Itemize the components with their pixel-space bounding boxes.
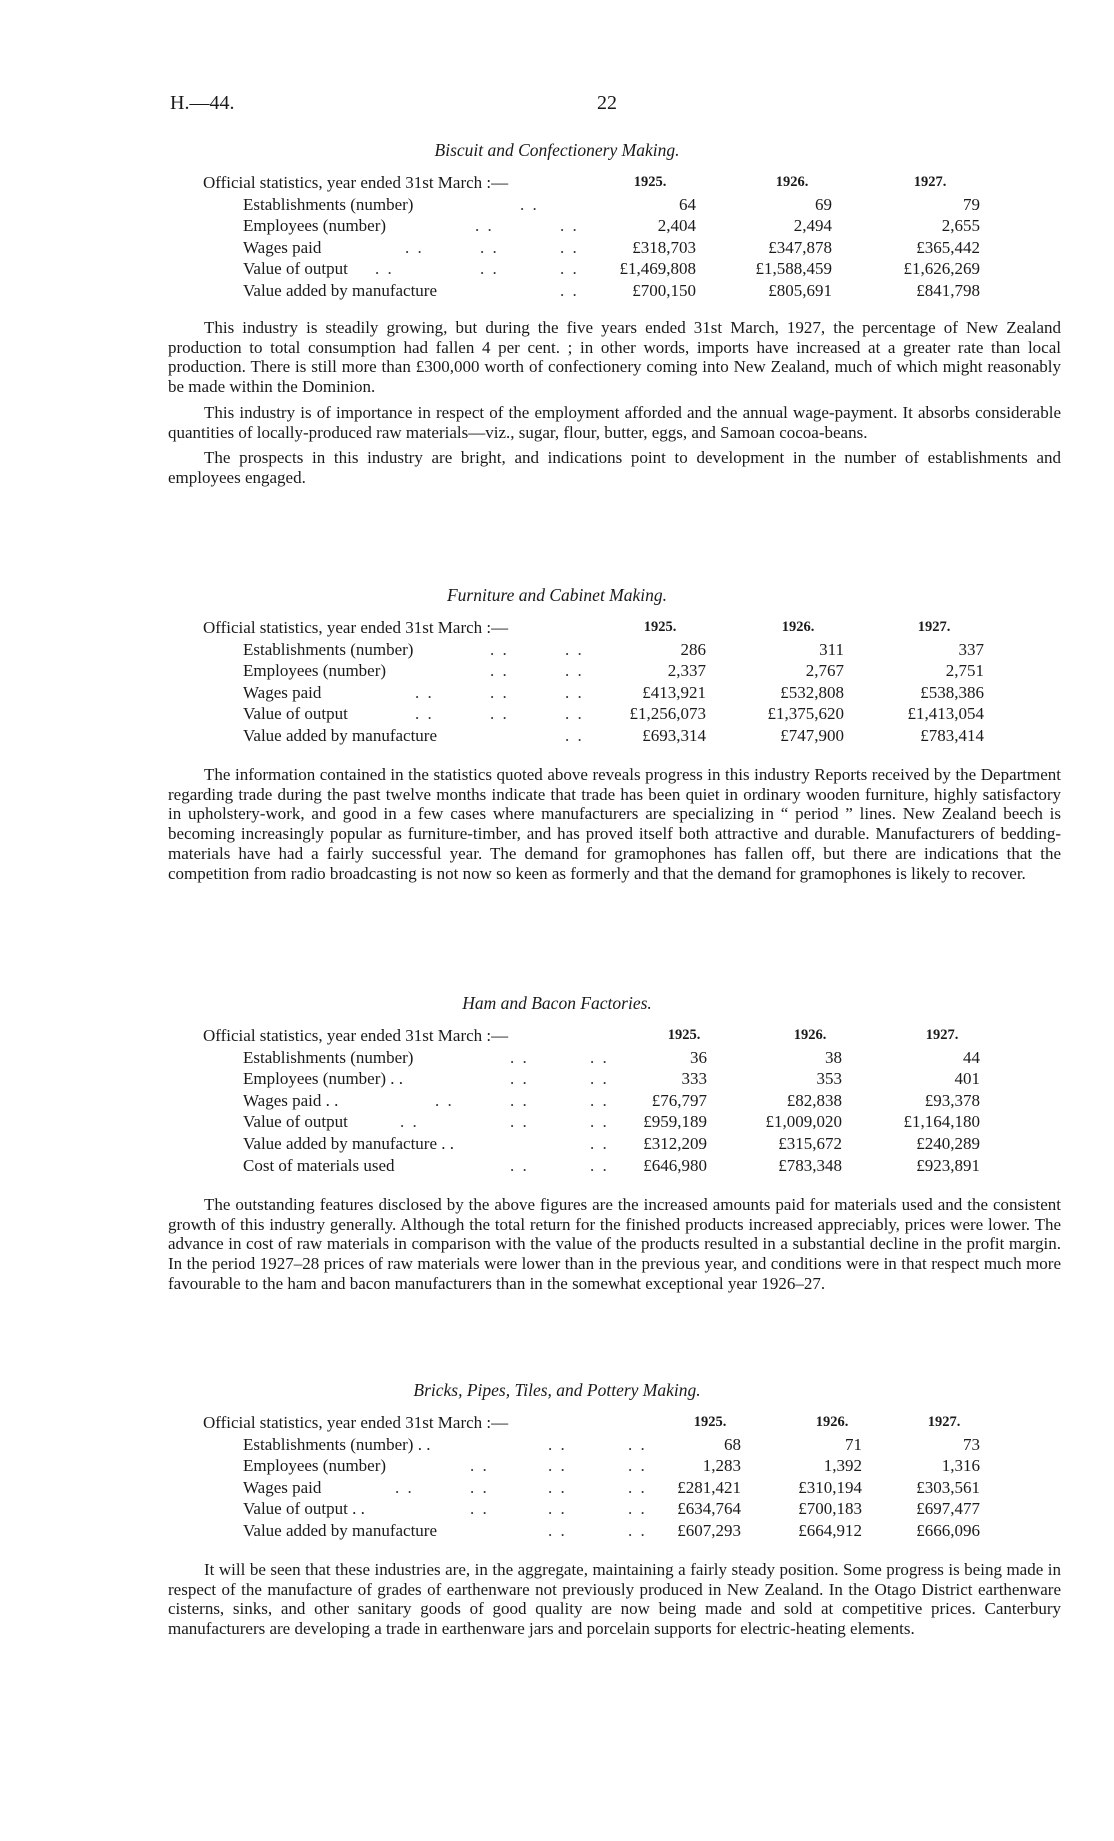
value-cell: £312,209	[643, 1133, 707, 1153]
leader-dots: . .	[490, 661, 509, 681]
value-cell: £76,797	[651, 1090, 707, 1110]
leader-dots: . .	[470, 1456, 489, 1476]
row-label: Value added by manufacture . .	[243, 1133, 454, 1153]
leader-dots: . .	[405, 237, 424, 257]
leader-dots: . .	[628, 1434, 647, 1454]
leader-dots: . .	[520, 194, 539, 214]
value-cell: £747,900	[780, 725, 844, 745]
leader-dots: . .	[395, 1477, 414, 1497]
row-label: Value added by manufacture	[243, 725, 437, 745]
row-label: Establishments (number)	[243, 1047, 414, 1067]
stats-lead-in: Official statistics, year ended 31st March :—	[203, 173, 509, 192]
leader-dots: . .	[628, 1477, 647, 1497]
table-row	[0, 639, 1114, 661]
value-cell: 44	[963, 1047, 980, 1067]
value-cell: 353	[816, 1069, 842, 1089]
year-header: 1927.	[927, 1414, 961, 1430]
table-row	[0, 280, 1114, 302]
value-cell: £666,096	[916, 1520, 980, 1540]
value-cell: 333	[681, 1069, 707, 1089]
leader-dots: . .	[560, 280, 579, 300]
value-cell: £634,764	[677, 1499, 741, 1519]
year-header: 1927.	[913, 174, 947, 190]
table-row	[0, 194, 1114, 216]
leader-dots: . .	[400, 1112, 419, 1132]
year-header: 1925.	[667, 1027, 701, 1043]
paragraph: This industry is of importance in respect of the employment afforded and the annual wage-payment. It absorbs considerable quantities of locally-produced raw materials—viz., sugar, flour, butter, eggs, and Samoan cocoa-beans.	[168, 402, 1061, 442]
leader-dots: . .	[590, 1090, 609, 1110]
leader-dots: . .	[510, 1047, 529, 1067]
row-label: Establishments (number) . .	[243, 1434, 431, 1454]
value-cell: £538,386	[920, 682, 984, 702]
leader-dots: . .	[548, 1477, 567, 1497]
stats-header-row	[0, 172, 1114, 194]
value-cell: 286	[680, 639, 706, 659]
leader-dots: . .	[590, 1155, 609, 1175]
year-header: 1926.	[793, 1027, 827, 1043]
leader-dots: . .	[470, 1477, 489, 1497]
table-row	[0, 1133, 1114, 1155]
section-text-bricks	[168, 1560, 1061, 1645]
leader-dots: . .	[590, 1112, 609, 1132]
row-label: Wages paid . .	[243, 1090, 339, 1110]
value-cell: £82,838	[786, 1090, 842, 1110]
page-number: 22	[597, 92, 617, 114]
table-row	[0, 1155, 1114, 1177]
value-cell: £664,912	[798, 1520, 862, 1540]
value-cell: £532,808	[780, 682, 844, 702]
stats-table-ham-bacon	[0, 1025, 1114, 1176]
value-cell: 1,392	[823, 1456, 862, 1476]
value-cell: £693,314	[642, 725, 706, 745]
value-cell: £1,375,620	[767, 704, 844, 724]
value-cell: £783,414	[920, 725, 984, 745]
section-text-furniture	[168, 765, 1061, 889]
value-cell: £315,672	[778, 1133, 842, 1153]
leader-dots: . .	[435, 1090, 454, 1110]
stats-lead-in: Official statistics, year ended 31st March :—	[203, 618, 509, 637]
value-cell: 2,337	[667, 661, 706, 681]
table-row	[0, 660, 1114, 682]
leader-dots: . .	[590, 1047, 609, 1067]
table-row	[0, 1520, 1114, 1542]
value-cell: £805,691	[768, 280, 832, 300]
leader-dots: . .	[475, 216, 494, 236]
stats-table-furniture	[0, 617, 1114, 747]
value-cell: £240,289	[916, 1133, 980, 1153]
value-cell: 401	[954, 1069, 980, 1089]
table-row	[0, 1047, 1114, 1069]
leader-dots: . .	[565, 639, 584, 659]
value-cell: £607,293	[677, 1520, 741, 1540]
leader-dots: . .	[490, 639, 509, 659]
stats-header-row	[0, 1025, 1114, 1047]
leader-dots: . .	[510, 1112, 529, 1132]
leader-dots: . .	[565, 704, 584, 724]
leader-dots: . .	[480, 237, 499, 257]
value-cell: 1,316	[941, 1456, 980, 1476]
leader-dots: . .	[548, 1520, 567, 1540]
stats-table-biscuit	[0, 172, 1114, 302]
row-label: Value of output	[243, 704, 348, 724]
leader-dots: . .	[490, 682, 509, 702]
leader-dots: . .	[510, 1069, 529, 1089]
value-cell: £700,150	[632, 280, 696, 300]
value-cell: £1,164,180	[903, 1112, 980, 1132]
leader-dots: . .	[548, 1456, 567, 1476]
value-cell: £959,189	[643, 1112, 707, 1132]
value-cell: 79	[963, 194, 980, 214]
value-cell: £1,469,808	[619, 259, 696, 279]
value-cell: 2,751	[945, 661, 984, 681]
value-cell: £1,413,054	[907, 704, 984, 724]
value-cell: £646,980	[643, 1155, 707, 1175]
value-cell: 71	[845, 1434, 862, 1454]
paragraph: The information contained in the statistics quoted above reveals progress in this industry Reports received by the Department regarding trade during the past twelve months indicate that trade has been quiet in ordinary wooden furniture, highly satisfactory in upholstery-work, and good in a few cases where manufacturers are specializing in “ period ” lines. New Zealand beech is becoming increasingly popular as furniture-timber, and has proved itself both attractive and durable. Manufacturers of bedding-materials have had a fairly successful year. The demand for gramophones has fallen off, but there are indications that the competition from radio broadcasting is not now so keen as formerly and that the demand for gramophones is likely to recover.	[168, 765, 1061, 883]
value-cell: 36	[690, 1047, 707, 1067]
table-row	[0, 237, 1114, 259]
value-cell: £783,348	[778, 1155, 842, 1175]
row-label: Cost of materials used	[243, 1155, 395, 1175]
leader-dots: . .	[565, 682, 584, 702]
row-label: Establishments (number)	[243, 194, 414, 214]
value-cell: 64	[679, 194, 696, 214]
value-cell: 2,494	[793, 216, 832, 236]
section-title-ham-bacon: Ham and Bacon Factories.	[462, 993, 652, 1013]
row-label: Employees (number)	[243, 661, 387, 681]
leader-dots: . .	[480, 259, 499, 279]
row-label: Value added by manufacture	[243, 1520, 437, 1540]
row-label: Wages paid	[243, 682, 322, 702]
year-header: 1925.	[643, 619, 677, 635]
value-cell: 2,655	[941, 216, 980, 236]
section-text-ham-bacon	[168, 1195, 1061, 1300]
paragraph: It will be seen that these industries are, in the aggregate, maintaining a fairly steady position. Some progress is being made in respect of the manufacture of grades of earthenware not previously produced in New Zealand. In the Otago District earthenware cisterns, sinks, and other sanitary goods of good quality are now being made and sold at competitive prices. Canterbury manufacturers are developing a trade in earthenware jars and porcelain supports for electric-heating elements.	[168, 1560, 1061, 1639]
row-label: Value of output . .	[243, 1499, 365, 1519]
value-cell: 2,404	[657, 216, 696, 236]
section-title-bricks: Bricks, Pipes, Tiles, and Pottery Making.	[413, 1380, 701, 1400]
leader-dots: . .	[415, 682, 434, 702]
value-cell: £1,256,073	[629, 704, 706, 724]
value-cell: 69	[815, 194, 832, 214]
value-cell: £347,878	[768, 237, 832, 257]
value-cell: 73	[963, 1434, 980, 1454]
year-header: 1925.	[693, 1414, 727, 1430]
value-cell: £697,477	[916, 1499, 980, 1519]
value-cell: £310,194	[798, 1477, 862, 1497]
paragraph: This industry is steadily growing, but during the five years ended 31st March, 1927, the percentage of New Zealand production to total consumption had fallen 4 per cent. ; in other words, imports have increased at a greater rate than local production. There is still more than £300,000 worth of confectionery coming into New Zealand, much of which might reasonably be made within the Dominion.	[168, 318, 1061, 397]
value-cell: £923,891	[916, 1155, 980, 1175]
leader-dots: . .	[565, 725, 584, 745]
document-code: H.—44.	[170, 92, 235, 114]
leader-dots: . .	[560, 237, 579, 257]
section-title-furniture: Furniture and Cabinet Making.	[446, 585, 668, 605]
value-cell: £281,421	[677, 1477, 741, 1497]
leader-dots: . .	[375, 259, 394, 279]
value-cell: £1,009,020	[765, 1112, 842, 1132]
value-cell: 311	[819, 639, 844, 659]
value-cell: £365,442	[916, 237, 980, 257]
row-label: Employees (number)	[243, 216, 387, 236]
section-title-biscuit: Biscuit and Confectionery Making.	[434, 140, 680, 160]
table-row	[0, 725, 1114, 747]
value-cell: £318,703	[632, 237, 696, 257]
page-header	[0, 92, 1114, 118]
leader-dots: . .	[590, 1069, 609, 1089]
table-row	[0, 1455, 1114, 1477]
table-row	[0, 1090, 1114, 1112]
leader-dots: . .	[560, 259, 579, 279]
row-label: Establishments (number)	[243, 639, 414, 659]
row-label: Value added by manufacture	[243, 280, 437, 300]
leader-dots: . .	[510, 1090, 529, 1110]
leader-dots: . .	[628, 1456, 647, 1476]
table-row	[0, 258, 1114, 280]
table-row	[0, 1498, 1114, 1520]
leader-dots: . .	[415, 704, 434, 724]
row-label: Value of output	[243, 259, 348, 279]
leader-dots: . .	[470, 1499, 489, 1519]
table-row	[0, 703, 1114, 725]
row-label: Wages paid	[243, 237, 322, 257]
value-cell: £1,626,269	[903, 259, 980, 279]
value-cell: £1,588,459	[755, 259, 832, 279]
leader-dots: . .	[548, 1434, 567, 1454]
stats-header-row	[0, 617, 1114, 639]
stats-table-bricks	[0, 1412, 1114, 1542]
stats-header-row	[0, 1412, 1114, 1434]
value-cell: 68	[724, 1434, 741, 1454]
table-row	[0, 1434, 1114, 1456]
year-header: 1926.	[781, 619, 815, 635]
value-cell: £841,798	[916, 280, 980, 300]
row-label: Value of output	[243, 1112, 348, 1132]
table-row	[0, 1477, 1114, 1499]
value-cell: 337	[958, 639, 984, 659]
leader-dots: . .	[628, 1520, 647, 1540]
value-cell: 2,767	[805, 661, 844, 681]
value-cell: 1,283	[702, 1456, 741, 1476]
leader-dots: . .	[628, 1499, 647, 1519]
value-cell: £413,921	[642, 682, 706, 702]
row-label: Employees (number)	[243, 1456, 387, 1476]
paragraph: The outstanding features disclosed by the above figures are the increased amounts paid for materials used and the consistent growth of this industry generally. Although the total return for the finished products increased appreciably, prices were lower. The advance in cost of raw materials in comparison with the value of the products resulted in a substantial decline in the profit margin. In the period 1927–28 prices of raw materials were lower than in the previous year, and conditions were in that respect much more favourable to the ham and bacon manufacturers than in the somewhat exceptional year 1926–27.	[168, 1195, 1061, 1293]
leader-dots: . .	[510, 1155, 529, 1175]
paragraph: The prospects in this industry are bright, and indications point to development in the number of establishments and employees engaged.	[168, 448, 1061, 487]
value-cell: £303,561	[916, 1477, 980, 1497]
stats-lead-in: Official statistics, year ended 31st March :—	[203, 1413, 509, 1432]
leader-dots: . .	[590, 1133, 609, 1153]
section-text-biscuit	[168, 318, 1061, 494]
value-cell: £93,378	[924, 1090, 980, 1110]
leader-dots: . .	[548, 1499, 567, 1519]
table-row	[0, 1111, 1114, 1133]
leader-dots: . .	[560, 216, 579, 236]
table-row	[0, 682, 1114, 704]
leader-dots: . .	[490, 704, 509, 724]
table-row	[0, 1068, 1114, 1090]
row-label: Employees (number) . .	[243, 1069, 404, 1089]
leader-dots: . .	[565, 661, 584, 681]
year-header: 1927.	[925, 1027, 959, 1043]
value-cell: 38	[825, 1047, 842, 1067]
value-cell: £700,183	[798, 1499, 862, 1519]
year-header: 1926.	[815, 1414, 849, 1430]
year-header: 1927.	[917, 619, 951, 635]
table-row	[0, 215, 1114, 237]
year-header: 1926.	[775, 174, 809, 190]
year-header: 1925.	[633, 174, 667, 190]
row-label: Wages paid	[243, 1477, 322, 1497]
stats-lead-in: Official statistics, year ended 31st March :—	[203, 1026, 509, 1045]
